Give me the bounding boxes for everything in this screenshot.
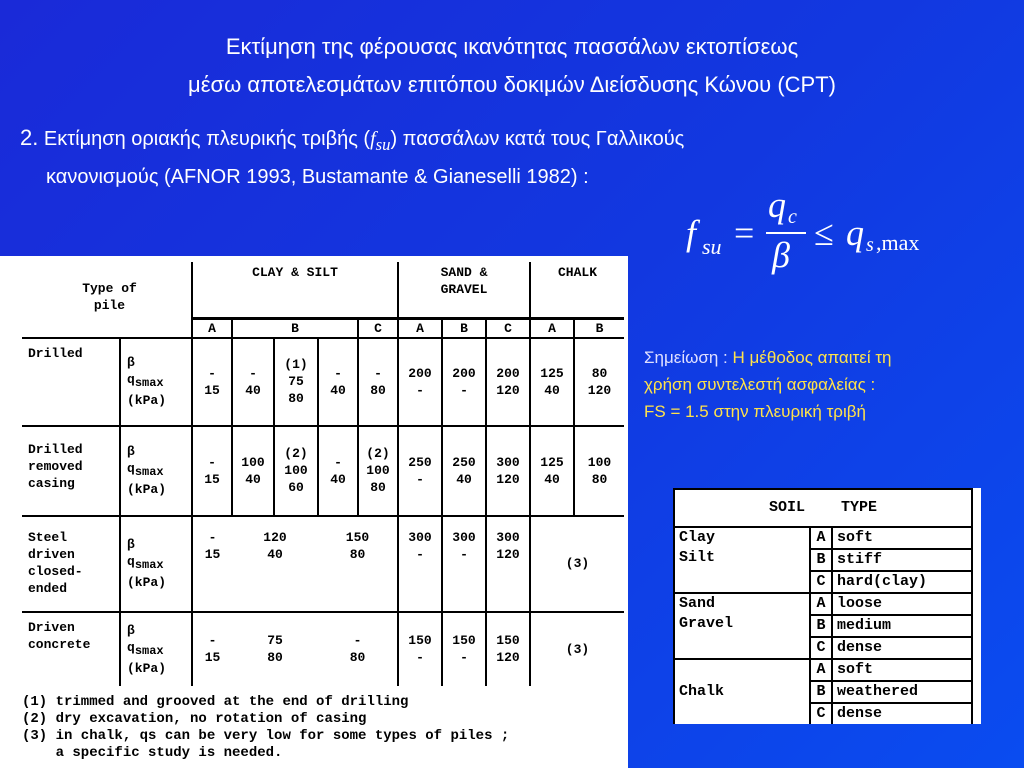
- unit-label: (kPa): [127, 393, 167, 408]
- value-cell: 300 120: [486, 426, 530, 516]
- pile-table: [22, 262, 624, 686]
- soil-table: [673, 488, 973, 724]
- soil-code: B: [810, 615, 832, 637]
- formula-q-sub: c: [788, 206, 797, 228]
- soil-group-name: Clay Silt: [674, 527, 810, 593]
- group-sand-gravel: [398, 262, 530, 318]
- pile-type: Drilled: [22, 338, 120, 426]
- soil-desc: dense: [832, 703, 972, 724]
- value-cell: 120 40: [232, 516, 318, 612]
- soil-table-image: [673, 488, 981, 724]
- soil-group-name: Sand Gravel: [674, 593, 810, 659]
- formula: [686, 186, 946, 286]
- value-cell: - 40: [318, 426, 358, 516]
- formula-qs-sub: s: [866, 234, 874, 256]
- soil-table-header: SOIL TYPE: [674, 489, 972, 527]
- point-number: 2.: [20, 125, 39, 150]
- value-cell: - 15: [192, 426, 232, 516]
- value-cell: 200 120: [486, 338, 530, 426]
- q-subscript: smax: [134, 376, 164, 390]
- qsmax-label: [127, 460, 191, 481]
- title-line-2: μέσω αποτελεσμάτων επιτόπου δοκιμών Διείσδυσης Κώνου (CPT): [188, 72, 836, 97]
- subcol-b: B: [442, 318, 486, 338]
- soil-desc: hard(clay): [832, 571, 972, 593]
- pile-type: Driven concrete: [22, 612, 120, 686]
- value-cell: 250 -: [398, 426, 442, 516]
- value-cell: - 40: [318, 338, 358, 426]
- table-row: [22, 612, 624, 686]
- group-gravel: GRAVEL: [440, 282, 488, 297]
- value-cell: 200 -: [398, 338, 442, 426]
- formula-q: q: [768, 185, 786, 225]
- footnote-2: (2) dry excavation, no rotation of casing: [22, 711, 367, 727]
- value-cell: (2) 100 80: [358, 426, 398, 516]
- value-cell: 300 -: [442, 516, 486, 612]
- value-cell: 100 40: [232, 426, 274, 516]
- value-cell: - 80: [358, 338, 398, 426]
- pile-table-image: [0, 256, 628, 768]
- value-cell: 300 -: [398, 516, 442, 612]
- soil-code: B: [810, 549, 832, 571]
- group-sand: SAND &: [440, 265, 488, 280]
- subcol-b: B: [574, 318, 624, 338]
- unit-label: (kPa): [127, 482, 167, 497]
- footnotes: [22, 694, 509, 762]
- q-symbol: q: [127, 639, 135, 655]
- value-cell: - 40: [232, 338, 274, 426]
- q-subscript: smax: [134, 465, 164, 479]
- value-cell: (1) 75 80: [274, 338, 318, 426]
- value-cell: 125 40: [530, 338, 574, 426]
- q-subscript: smax: [134, 643, 164, 658]
- value-cell: 250 40: [442, 426, 486, 516]
- value-cell: 150 120: [486, 612, 530, 686]
- subcol-c: C: [358, 318, 398, 338]
- point-2: [20, 122, 920, 193]
- param-cell: [120, 516, 192, 612]
- soil-desc: dense: [832, 637, 972, 659]
- type-header-2: pile: [93, 298, 126, 313]
- unit-label: (kPa): [127, 575, 167, 590]
- soil-desc: loose: [832, 593, 972, 615]
- subcol-b: B: [232, 318, 358, 338]
- formula-qs-sub2: ,max: [876, 230, 920, 255]
- title-line-1: Εκτίμηση της φέρουσας ικανότητας πασσάλων εκτοπίσεως: [225, 34, 799, 59]
- note: [644, 344, 1004, 425]
- subcol-a: A: [530, 318, 574, 338]
- value-cell: - 15: [192, 338, 232, 426]
- value-cell: 300 120: [486, 516, 530, 612]
- value-cell: 100 80: [574, 426, 624, 516]
- param-cell: [120, 426, 192, 516]
- point-symbol-sub: su: [375, 135, 391, 154]
- value-cell: - 80: [318, 612, 398, 686]
- unit-label: (kPa): [127, 660, 167, 676]
- soil-code: C: [810, 703, 832, 724]
- point-text-a: Εκτίμηση οριακής πλευρικής τριβής (: [43, 128, 371, 150]
- soil-code: A: [810, 527, 832, 549]
- point-text-line2: κανονισμούς (AFNOR 1993, Bustamante & Gianeselli 1982) :: [46, 166, 589, 188]
- table-row: [22, 516, 624, 612]
- value-cell: - 15: [192, 612, 232, 686]
- subcol-a: A: [398, 318, 442, 338]
- beta-label: β: [127, 537, 135, 552]
- type-header-1: Type of: [82, 281, 137, 296]
- pile-type: Drilled removed casing: [22, 426, 120, 516]
- footnote-3: (3) in chalk, qs can be very low for some types of piles ;: [22, 728, 510, 744]
- footnote-1: (1) trimmed and grooved at the end of drilling: [22, 694, 409, 710]
- q-symbol: q: [127, 372, 135, 387]
- param-cell: [120, 612, 192, 686]
- point-text-b: ) πασσάλων κατά τους Γαλλικούς: [390, 128, 685, 150]
- note-label: Σημείωση :: [644, 348, 728, 367]
- formula-le: ≤: [814, 213, 834, 253]
- qsmax-label: [127, 371, 191, 392]
- value-cell: 150 80: [318, 516, 398, 612]
- soil-desc: weathered: [832, 681, 972, 703]
- group-clay-silt: CLAY & SILT: [192, 262, 398, 318]
- soil-desc: soft: [832, 659, 972, 681]
- soil-code: C: [810, 637, 832, 659]
- value-cell: 150 -: [398, 612, 442, 686]
- soil-desc: medium: [832, 615, 972, 637]
- beta-label: β: [127, 622, 135, 638]
- group-chalk: CHALK: [530, 262, 624, 318]
- value-cell: (2) 100 60: [274, 426, 318, 516]
- param-cell: [120, 338, 192, 426]
- q-symbol: q: [127, 461, 135, 476]
- beta-label: β: [127, 444, 135, 459]
- pile-type: Steel driven closed- ended: [22, 516, 120, 612]
- soil-desc: soft: [832, 527, 972, 549]
- q-subscript: smax: [134, 558, 164, 572]
- formula-qs: q: [846, 213, 864, 253]
- note-text-c: FS = 1.5 στην πλευρική τριβή: [644, 402, 866, 421]
- note-text-b: χρήση συντελεστή ασφαλείας :: [644, 375, 876, 394]
- value-cell: (3): [530, 612, 624, 686]
- footnote-4: a specific study is needed.: [22, 745, 283, 761]
- table-row: [22, 338, 624, 426]
- beta-label: β: [127, 355, 135, 370]
- soil-code: A: [810, 593, 832, 615]
- soil-code: B: [810, 681, 832, 703]
- value-cell: 75 80: [232, 612, 318, 686]
- qsmax-label: [127, 553, 191, 574]
- soil-group-name: Chalk: [674, 659, 810, 724]
- value-cell: 150 -: [442, 612, 486, 686]
- value-cell: 80 120: [574, 338, 624, 426]
- formula-equals: =: [734, 213, 755, 253]
- value-cell: 200 -: [442, 338, 486, 426]
- subcol-c: C: [486, 318, 530, 338]
- soil-code: A: [810, 659, 832, 681]
- value-cell: (3): [530, 516, 624, 612]
- qsmax-label: [127, 639, 191, 660]
- note-text-a: Η μέθοδος απαιτεί τη: [727, 348, 892, 367]
- formula-f: f: [686, 213, 697, 253]
- value-cell: 125 40: [530, 426, 574, 516]
- value-cell: - 15: [192, 516, 232, 612]
- soil-desc: stiff: [832, 549, 972, 571]
- q-symbol: q: [127, 554, 135, 569]
- formula-f-sub: su: [702, 234, 722, 259]
- subcol-a: A: [192, 318, 232, 338]
- formula-beta: β: [772, 235, 790, 275]
- point-symbol: f: [370, 128, 376, 150]
- table-row: [22, 426, 624, 516]
- soil-code: C: [810, 571, 832, 593]
